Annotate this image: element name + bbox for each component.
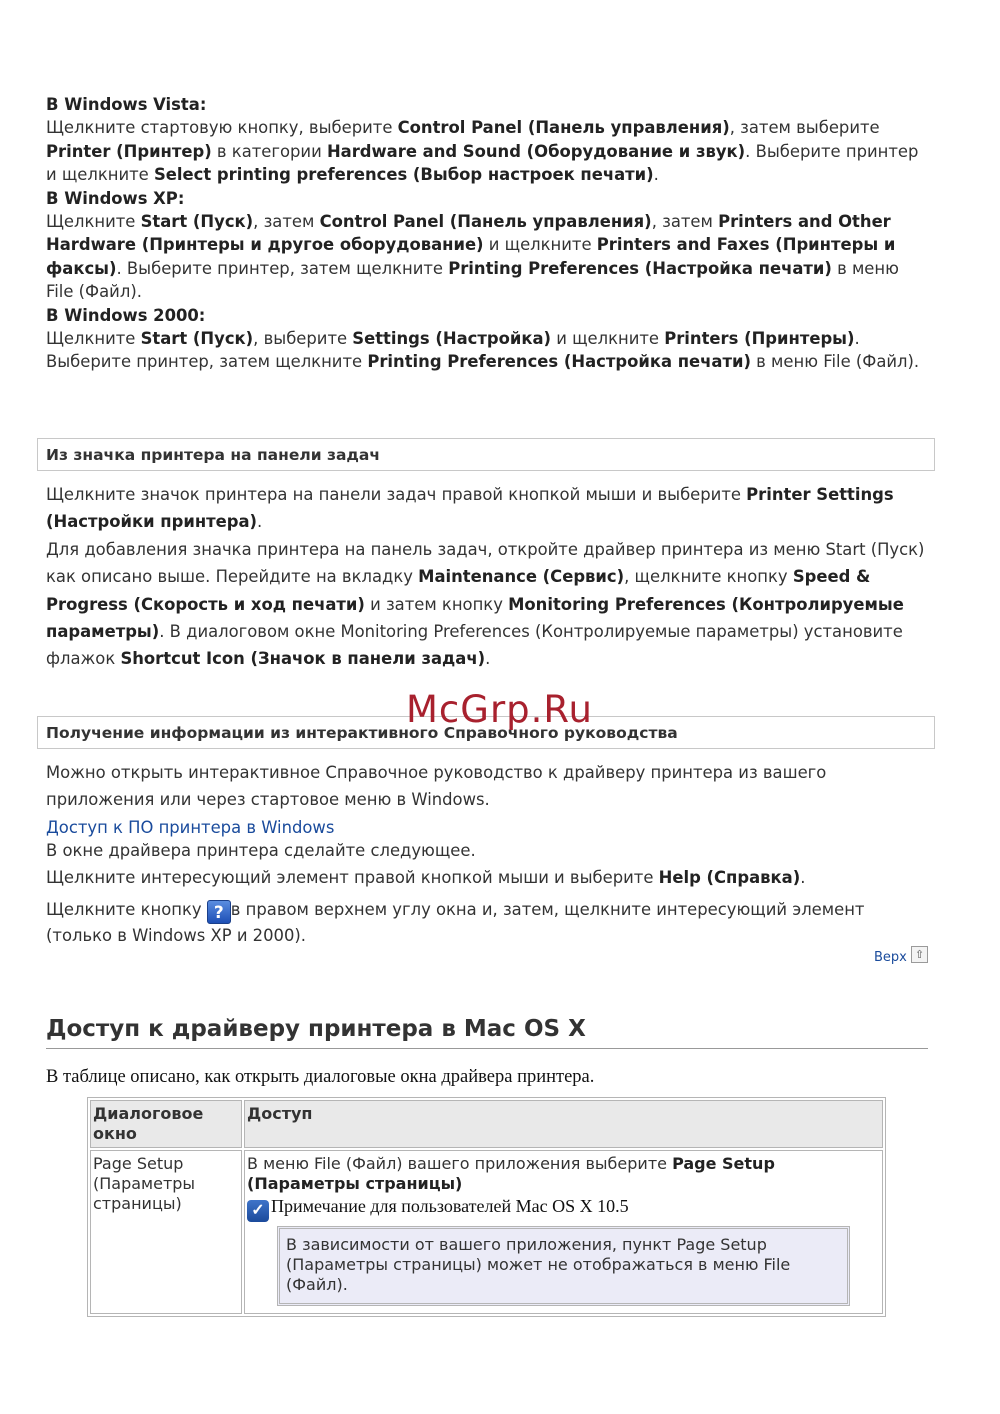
table-header-row <box>90 1100 883 1148</box>
w2000-text: Щелкните Start (Пуск), выберите Settings (Настройка) и щелкните Printers (Принтеры). Выберите принтер, затем щелкните Printing Preferences (Настройка печати) в меню File (Файл). <box>46 329 920 372</box>
help-para-4: Щелкните кнопку ? в правом верхнем углу окна и, затем, щелкните интересующий элемент (только в Windows XP и 2000). <box>46 900 865 946</box>
vista-title: В Windows Vista: <box>46 95 207 114</box>
mac-intro: В таблице описано, как открыть диалоговые окна драйвера принтера. <box>46 1067 595 1087</box>
row-dialog-name: Page Setup (Параметры страницы) <box>90 1150 242 1314</box>
help-body <box>46 759 931 947</box>
vista-text: Щелкните стартовую кнопку, выберите Control Panel (Панель управления), затем выберите Printer (Принтер) в категории Hardware and Sound (Оборудование и звук). Выберите принтер и щелкните Select printing preferences (Выбор настроек печати). <box>46 118 919 185</box>
taskbar-body <box>46 481 931 673</box>
arrow-up-icon[interactable]: ⇧ <box>911 946 928 963</box>
row-access-text: В меню File (Файл) вашего приложения выберите Page Setup (Параметры страницы) <box>247 1154 775 1193</box>
xp-title: В Windows XP: <box>46 188 185 208</box>
watermark: McGrp.Ru <box>406 688 593 731</box>
checkmark-note-icon: ✓ <box>247 1200 269 1222</box>
mac-dialog-table <box>87 1097 886 1317</box>
xp-text: Щелкните Start (Пуск), затем Control Panel (Панель управления), затем Printers and Other Hardware (Принтеры и другое оборудование) и щелкните Printers and Faxes (Принтеры и факсы). Выберите принтер, затем щелкните Printing Preferences (Настройка печати) в меню File (Файл). <box>46 212 899 302</box>
taskbar-para-2: Для добавления значка принтера на панель задач, откройте драйвер принтера из меню Start (Пуск) как описано выше. Перейдите на вкладку Maintenance (Сервис), щелкните кнопку Speed & Progress (Скорость и ход печати) и затем кнопку Monitoring Preferences (Контролируемые параметры). В диалоговом окне Monitoring Preferences (Контролируемые параметры) установите флажок Shortcut Icon (Значок в панели задач). <box>46 539 925 669</box>
col-access-header: Доступ <box>244 1100 883 1148</box>
taskbar-para-1: Щелкните значок принтера на панели задач правой кнопкой мыши и выберите Printer Settings (Настройки принтера). <box>46 485 894 532</box>
help-para-3: Щелкните интересующий элемент правой кнопкой мыши и выберите Help (Справка). <box>46 867 806 887</box>
help-para-1: Можно открыть интерактивное Справочное руководство к драйверу принтера из вашего приложения или через стартовое меню в Windows. <box>46 763 827 810</box>
top-link[interactable]: Верх <box>874 950 907 965</box>
help-question-icon[interactable]: ? <box>207 900 231 924</box>
windows-access-link[interactable]: Доступ к ПО принтера в Windows <box>46 817 335 837</box>
row-access-cell <box>244 1150 883 1314</box>
help-para-2: В окне драйвера принтера сделайте следующее. <box>46 841 476 861</box>
note-box: В зависимости от вашего приложения, пункт Page Setup (Параметры страницы) может не отображаться в меню File (Файл). <box>277 1226 850 1306</box>
note-heading: ✓ Примечание для пользователей Mac OS X 10.5 <box>247 1196 880 1222</box>
col-dialog-header: Диалоговое окно <box>90 1100 242 1148</box>
help-heading: Получение информации из интерактивного Справочного руководства <box>37 716 935 749</box>
w2000-title: В Windows 2000: <box>46 305 206 325</box>
mac-section-title: Доступ к драйверу принтера в Mac OS X <box>46 1016 928 1049</box>
taskbar-heading: Из значка принтера на панели задач <box>37 438 935 471</box>
table-row <box>90 1150 883 1314</box>
vista-block <box>46 93 931 374</box>
